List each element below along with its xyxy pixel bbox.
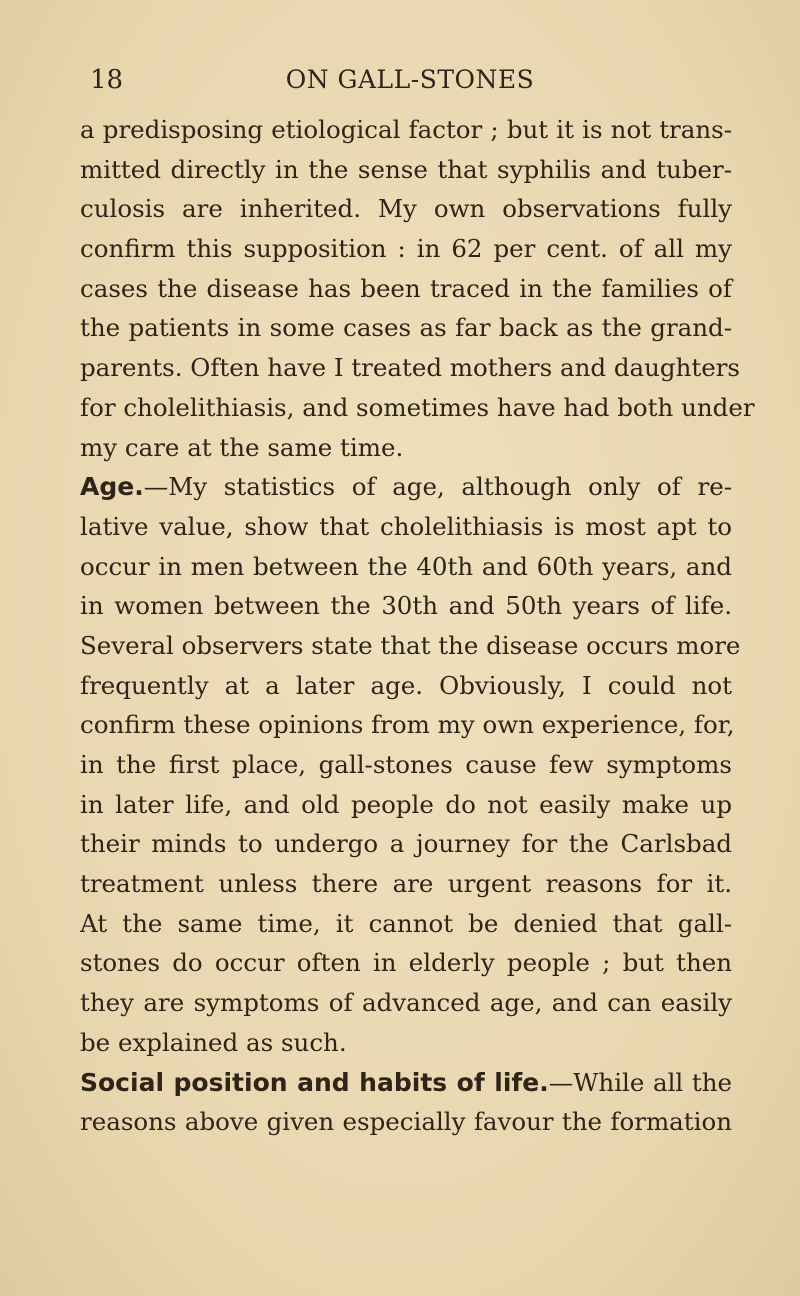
- page-header: [90, 62, 730, 98]
- text-line: be explained as such.: [80, 1027, 347, 1057]
- text-line: in women between the 30th and 50th years of life.: [80, 591, 732, 621]
- text-line: At the same time, it cannot be denied that gall-: [80, 908, 732, 938]
- text-line: mitted directly in the sense that syphilis and tuber-: [80, 154, 732, 184]
- text-run: —My statistics of age, although only of re-: [143, 472, 732, 502]
- text-line: Several observers state that the disease occurs more: [80, 630, 741, 660]
- running-head: ON GALL-STONES: [285, 65, 535, 94]
- text-line: occur in men between the 40th and 60th years, and: [80, 551, 732, 581]
- text-line: in the first place, gall-stones cause few symptoms: [80, 750, 732, 779]
- text-line: lative value, show that cholelithiasis is most apt to: [80, 511, 732, 541]
- text-line: cases the disease has been traced in the families of: [80, 273, 732, 303]
- text-line: confirm these opinions from my own experience, for,: [80, 710, 735, 740]
- text-line: for cholelithiasis, and sometimes have had both under: [80, 392, 755, 422]
- text-line: [80, 1063, 732, 1103]
- text-run: —While all the: [548, 1067, 732, 1097]
- text-line: parents. Often have I treated mothers and daughters: [80, 353, 740, 383]
- page-number: 18: [90, 65, 124, 95]
- text-line: treatment unless there are urgent reasons for it.: [80, 869, 732, 899]
- text-line: they are symptoms of advanced age, and can easily: [80, 988, 732, 1018]
- text-line: reasons above given especially favour the formation: [80, 1107, 732, 1137]
- body-text: [80, 110, 755, 1142]
- text-line: [80, 467, 732, 507]
- section-heading-social-position: Social position and habits of life.: [80, 1067, 549, 1097]
- text-line: stones do occur often in elderly people ; but then: [80, 948, 732, 978]
- section-heading-age: Age.: [80, 472, 144, 502]
- text-line: the patients in some cases as far back as the grand-: [80, 313, 732, 343]
- text-line: a predisposing etiological factor ; but it is not trans-: [80, 115, 732, 144]
- text-line: confirm this supposition : in 62 per cent. of all my: [80, 234, 732, 264]
- text-line: in later life, and old people do not easily make up: [80, 789, 732, 819]
- text-line: their minds to undergo a journey for the Carlsbad: [80, 829, 732, 859]
- text-line: my care at the same time.: [80, 432, 404, 462]
- text-line: culosis are inherited. My own observations fully: [80, 194, 732, 224]
- text-line: frequently at a later age. Obviously, I could not: [80, 670, 732, 700]
